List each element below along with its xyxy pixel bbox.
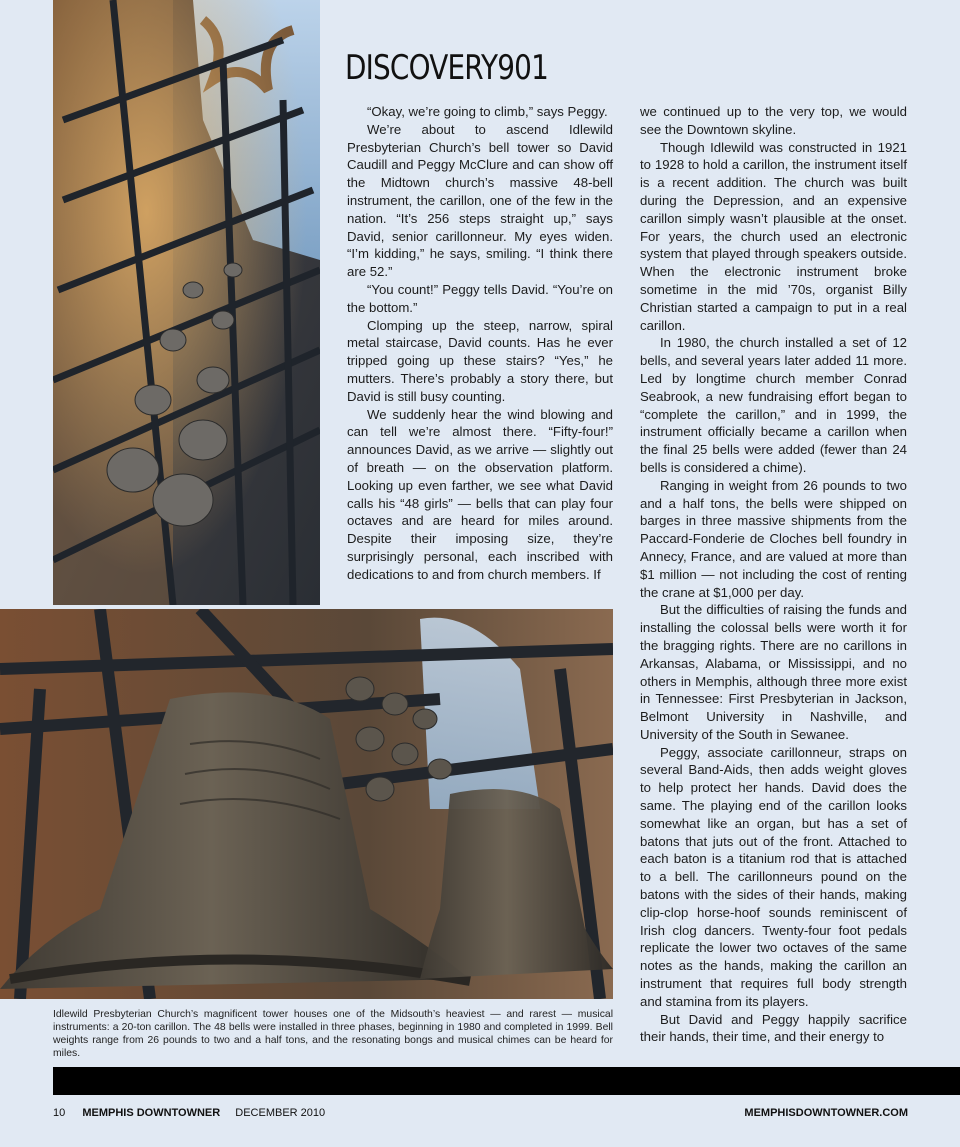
section-title: DISCOVERY901 [345, 48, 549, 88]
article-paragraph: Though Idlewild was constructed in 1921 to 1928 to hold a carillon, the instrument itself is a recent addition. The church was built during the Depression, and an expensive carillon simply wasn’t plausible at the onset. For years, the church used an electronic system that played through speakers outside. When the electronic instrument broke sometime in the mid ’70s, organist Billy Christian started a campaign to put in a real carillon. [640, 139, 907, 333]
page-footer [53, 1107, 908, 1125]
article-paragraph: Ranging in weight from 26 pounds to two and a half tons, the bells were shipped on barges in three massive shipments from the Paccard-Fonderie de Cloches bell foundry in Annecy, France, and are valued at more than $1 million — not including the cost of renting the crane at $1,000 per day. [640, 477, 907, 600]
carillon-bells-photo [0, 609, 613, 999]
website-url[interactable]: MEMPHISDOWNTOWNER.COM [744, 1107, 908, 1119]
article-paragraph: In 1980, the church installed a set of 12 bells, and several years later added 11 more. Led by longtime church member Conrad Seabrook, a new fundraising effort began to “complete the carillon,” and in 1999, the instrument officially became a carillon when the final 25 bells were added (fewer than 24 bells is considered a chime). [640, 335, 907, 475]
article-paragraph: But the difficulties of raising the funds and installing the colossal bells were worth it for the bragging rights. There are no carillons in Arkansas, Alabama, or Mississippi, and no others in Memphis, although three more exist in Tennessee: First Presbyterian in Jackson, Belmont University in Nashville, and University of the South in Sewanee. [640, 602, 907, 742]
issue-date: DECEMBER 2010 [235, 1107, 326, 1119]
article-column-2 [640, 103, 907, 1046]
page-number: 10 [53, 1107, 66, 1119]
article-paragraph: Peggy, associate carillonneur, straps on several Band-Aids, then adds weight gloves to help protect her hands. David does the same. The playing end of the carillon looks somewhat like an organ, but has a set of batons that juts out of the front. Attached to each baton is a titanium rod that is attached to a bell. The carillonneurs pound on the batons with the sides of their hands, making clip-clop horse-hoof sounds reminiscent of Irish clog dancers. Twenty-four foot pedals replicate the lower two octaves of the same notes as the hands, making the carillon an instrument that requires full body strength and stamina from its players. [640, 744, 907, 1009]
article-paragraph: “Okay, we’re going to climb,” says Peggy. [367, 104, 608, 119]
article-paragraph: We suddenly hear the wind blowing and can tell we’re almost there. “Fifty-four!” announces David, as we arrive — slightly out of breath — on the observation platform. Looking up even farther, we see what David calls his “48 girls” — bells that can play four octaves and are heard for miles around. Despite their imposing size, they’re surprisingly personal, each inscribed with dedications to and from church members. If [347, 406, 613, 582]
photo-caption: Idlewild Presbyterian Church’s magnificent tower houses one of the Midsouth’s heaviest — and rarest — musical instruments: a 20-ton carillon. The 48 bells were installed in three phases, beginning in 1980 and completed in 1999. Bell weights range from 26 pounds to two and a half tons, and the resonating bongs and musical chimes can be heard for miles. [53, 1009, 613, 1059]
article-paragraph: “You count!” Peggy tells David. “You’re on the bottom.” [347, 281, 613, 315]
article-paragraph-continued: we continued up to the very top, we would see the Downtown skyline. [640, 104, 907, 137]
footer-bar [53, 1067, 960, 1095]
publication-name: MEMPHIS DOWNTOWNER [82, 1107, 221, 1119]
article-paragraph: We’re about to ascend Idlewild Presbyterian Church’s bell tower so David Caudill and Peggy McClure and can show off the Midtown church’s massive 48-bell instrument, the carillon, one of the few in the nation. “It’s 256 steps straight up,” says David, senior carillonneur. My eyes widen. “I’m kidding,” he says, smiling. “I think there are 52.” [347, 121, 613, 280]
article-column-1 [347, 103, 613, 584]
bell-tower-photo [53, 0, 320, 605]
article-paragraph: Clomping up the steep, narrow, spiral metal staircase, David counts. Has he ever tripped going up these stairs? “Yes,” he mutters. There’s probably a story there, but David is still busy counting. [347, 317, 613, 404]
article-paragraph: But David and Peggy happily sacrifice their hands, their time, and their energy to [640, 1011, 907, 1045]
